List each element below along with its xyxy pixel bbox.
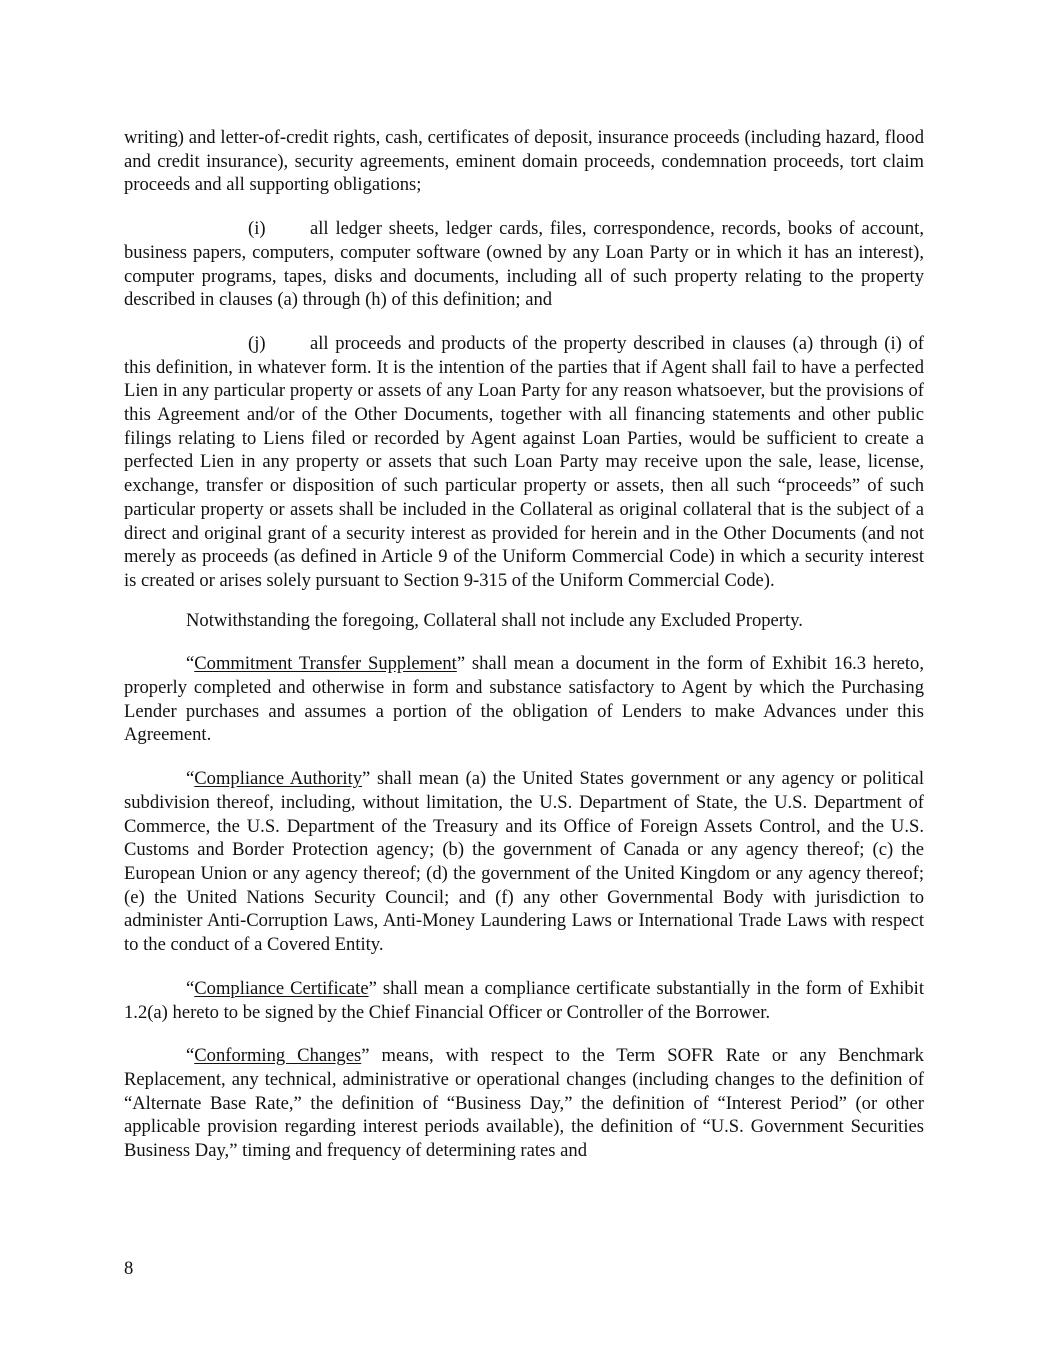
clause-j-label: (j) xyxy=(248,332,266,354)
defined-term: Commitment Transfer Supplement xyxy=(194,653,457,675)
definition-text: ” shall mean (a) the United States government or any agency or political subdivision thereof, including, without limitation, the U.S. Department of State, the U.S. Department of Commerce, the U.S. Department of the Treasury and its Office of Foreign Assets Control, and the U.S. Customs and Border Protection agency; (b) the government of Canada or any agency thereof; (c) the European Union or any agency thereof; (d) the government of the United Kingdom or any agency thereof; (e) the United Nations Security Council; and (f) any other Governmental Body with jurisdiction to administer Anti-Corruption Laws, Anti-Money Laundering Laws or International Trade Laws with respect to the conduct of a Covered Entity. xyxy=(124,768,924,956)
definition-text: ” shall mean a compliance certificate substantially in the form of Exhibit 1.2(a) hereto to be signed by the Chief Financial Officer or Controller of the Borrower. xyxy=(124,977,924,1023)
clause-i-label: (i) xyxy=(248,218,266,240)
open-quote: “ xyxy=(186,977,195,999)
defined-term: Conforming Changes xyxy=(194,1045,362,1067)
document-page xyxy=(124,126,924,1163)
definition-text: ” means, with respect to the Term SOFR Rate or any Benchmark Replacement, any technical, administrative or operational changes (including changes to the definition of “Alternate Base Rate,” the definition of “Business Day,” the definition of “Interest Period” (or other applicable provision regarding interest periods available), the definition of “U.S. Government Securities Business Day,” timing and frequency of determining rates and xyxy=(124,1045,924,1162)
clause-j-text: all proceeds and products of the property described in clauses (a) through (i) of this definition, in whatever form. It is the intention of the parties that if Agent shall fail to have a perfected Lien in any particular property or assets of any Loan Party for any reason whatsoever, but the provisions of this Agreement and/or of the Other Documents, together with all financing statements and other public filings relating to Liens filed or recorded by Agent against Loan Parties, would be sufficient to create a perfected Lien in any property or assets that such Loan Party may receive upon the sale, lease, license, exchange, transfer or disposition of such particular property or assets, then all such “proceeds” of such particular property or assets shall be included in the Collateral as original collateral that is the subject of a direct and original grant of a security interest as provided for herein and in the Other Documents (and not merely as proceeds (as defined in Article 9 of the Uniform Commercial Code) in which a security interest is created or arises solely pursuant to Section 9-315 of the Uniform Commercial Code). xyxy=(124,332,924,591)
definition-commitment-transfer-supplement xyxy=(124,652,924,747)
notwithstanding-paragraph: Notwithstanding the foregoing, Collateral shall not include any Excluded Property. xyxy=(186,609,803,631)
open-quote: “ xyxy=(186,1045,195,1067)
clause-j xyxy=(124,332,924,593)
definition-compliance-certificate xyxy=(124,977,924,1024)
open-quote: “ xyxy=(186,768,195,790)
defined-term: Compliance Authority xyxy=(194,768,363,790)
continuation-paragraph: writing) and letter-of-credit rights, cash, certificates of deposit, insurance proceeds (including hazard, flood and credit insurance), security agreements, eminent domain proceeds, condemnation proceeds, tort claim proceeds and all supporting obligations; xyxy=(124,127,924,196)
definition-conforming-changes xyxy=(124,1044,924,1163)
page-number: 8 xyxy=(124,1258,134,1279)
open-quote: “ xyxy=(186,653,195,675)
clause-i xyxy=(124,217,924,312)
defined-term: Compliance Certificate xyxy=(194,977,369,999)
definition-compliance-authority xyxy=(124,767,924,957)
definition-text: ” shall mean a document in the form of Exhibit 16.3 hereto, properly completed and otherwise in form and substance satisfactory to Agent by which the Purchasing Lender purchases and assumes a portion of the obligation of Lenders to make Advances under this Agreement. xyxy=(124,653,924,746)
clause-i-text: all ledger sheets, ledger cards, files, correspondence, records, books of account, business papers, computers, computer software (owned by any Loan Party or in which it has an interest), computer programs, tapes, disks and documents, including all of such property relating to the property described in clauses (a) through (h) of this definition; and xyxy=(124,218,924,311)
